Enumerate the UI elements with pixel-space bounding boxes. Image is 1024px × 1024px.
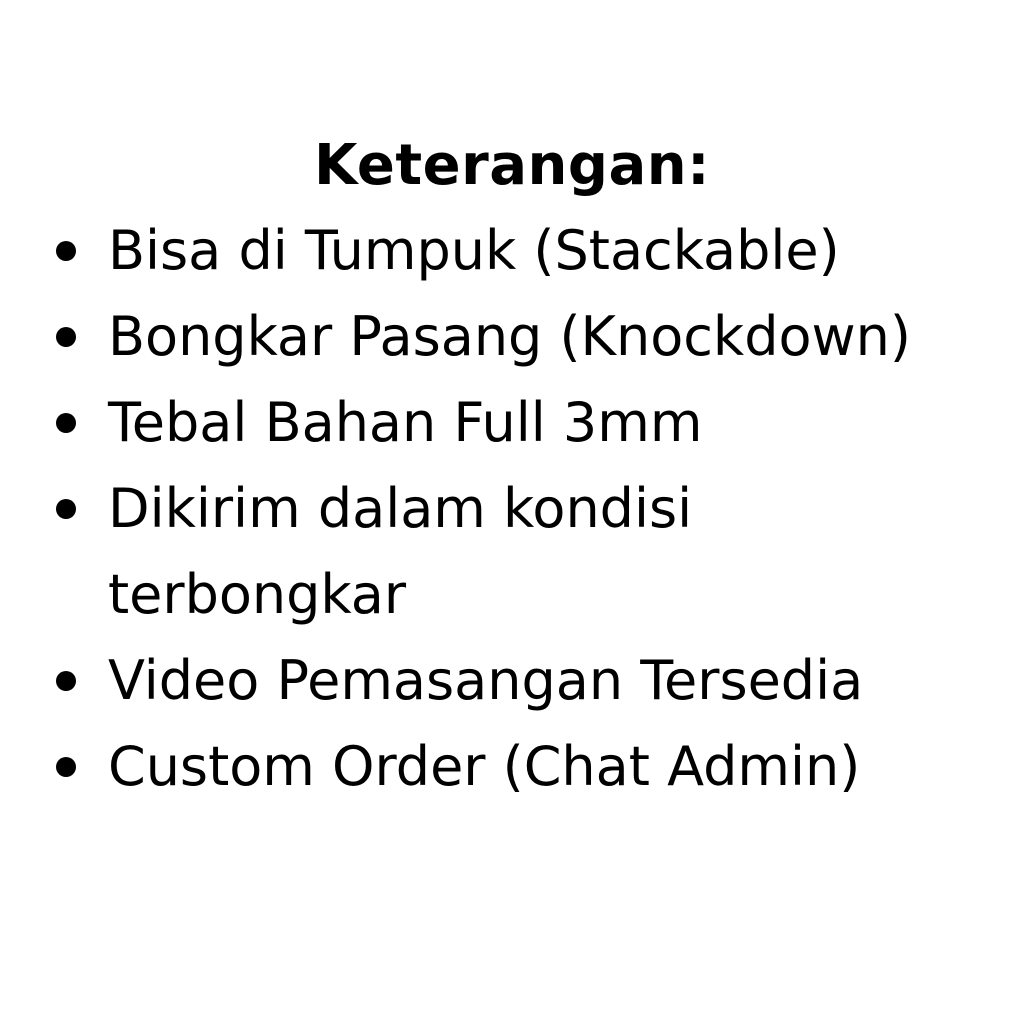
bullet-icon — [56, 413, 76, 433]
list-item-text: Custom Order (Chat Admin) — [108, 735, 861, 798]
list-item-text: Video Pemasangan Tersedia — [108, 649, 864, 712]
list-item-text: Bongkar Pasang (Knockdown) — [108, 305, 911, 368]
info-card — [0, 128, 1024, 810]
bullet-icon — [56, 499, 76, 519]
list-item-text: Dikirim dalam kondisi terbongkar — [108, 477, 693, 626]
bullet-icon — [56, 327, 76, 347]
list-item — [0, 380, 1024, 466]
list-item — [0, 294, 1024, 380]
feature-list — [0, 208, 1024, 810]
list-item-text: Bisa di Tumpuk (Stackable) — [108, 219, 840, 282]
list-item-text: Tebal Bahan Full 3mm — [108, 391, 703, 454]
list-item — [0, 638, 1024, 724]
bullet-icon — [56, 671, 76, 691]
page-title: Keterangan: — [313, 133, 711, 198]
list-item — [0, 208, 1024, 294]
bullet-icon — [56, 757, 76, 777]
bullet-icon — [56, 241, 76, 261]
list-item — [0, 466, 1024, 638]
list-item — [0, 724, 1024, 810]
